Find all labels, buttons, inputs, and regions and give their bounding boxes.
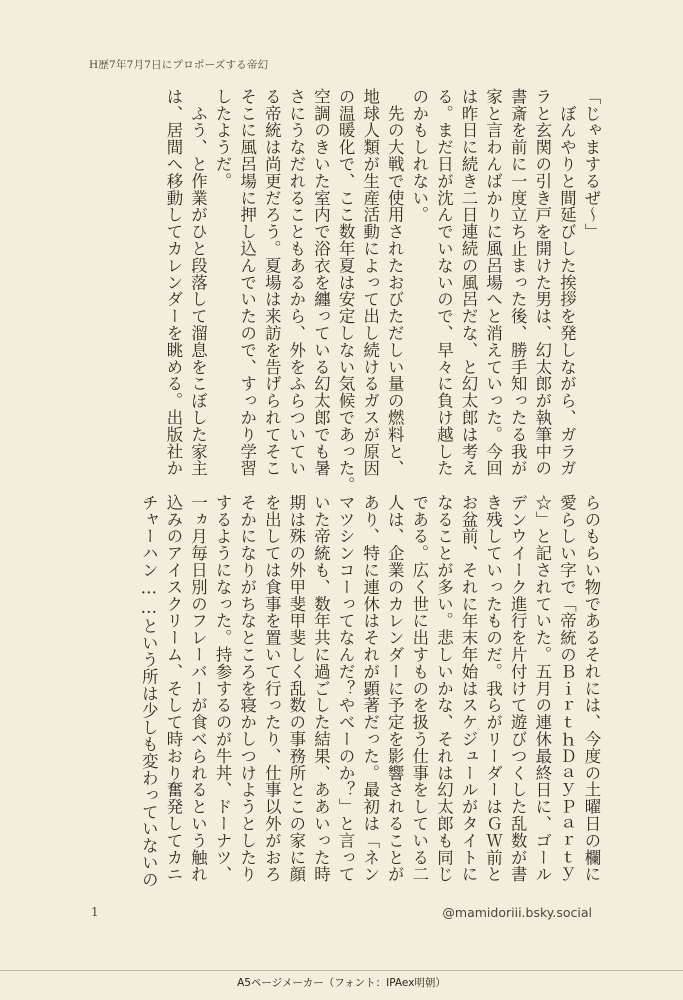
text-line: ☆」と記されていた。五月の連休最終日に、ゴール [532,494,552,883]
text-line: 空調のきいた室内で浴衣を纏っている幻太郎でも暑 [311,88,331,477]
text-line: らのもらい物であるそれには、今度の土曜日の欄に [582,494,601,883]
text-line: 先の大戦で使用されたおびただしい量の燃料と、 [385,88,405,477]
text-line: お盆前、それに年末年始はスケジュールがタイトに [459,494,479,883]
text-line: したようだ。 [213,88,233,190]
text-line: 人は、企業のカレンダーに予定を影響されることが [385,494,405,883]
text-line: そかになりがちなところを寝かしつけようとしたり [237,494,257,883]
text-line: チャーハン……という所は少しも変わっていないの [139,494,159,888]
lower-text-block [136,494,603,888]
text-line: マツシンコーってなんだ？やべーのか？」と言って [336,494,356,883]
text-line: 地球人類が生産活動によって出し続けるガスが原因 [360,88,380,477]
text-line: 込みのアイスクリーム、そして時おり奮発してカニ [163,494,183,883]
text-line: の温暖化で、ここ数年夏は安定しない気候であった。 [336,88,356,494]
text-line: ラと玄関の引き戸を開けた男は、幻太郎が執筆中の [532,88,552,477]
text-line: る。まだ日が沈んでいないので、早々に負け越した [434,88,454,477]
story-title: H歴7年7月7日にプロポーズする帝幻 [89,59,269,71]
text-line: のかもしれない。 [409,88,429,224]
text-line: 期は殊の外甲斐甲斐しく乱数の事務所とこの家に顔 [286,494,306,883]
text-line: は昨日に続き二日連続の風呂だな、と幻太郎は考え [459,88,479,477]
page-number: 1 [91,905,99,919]
text-line: するようになった。持参するのが牛丼、ドーナツ、 [213,494,233,883]
text-line: あり、特に連休はそれが顕著だった。最初は「ネン [360,494,380,883]
text-line: 「じゃまするぜ〜」 [582,88,601,241]
text-line: は、居間へ移動してカレンダーを眺める。出版社か [163,88,183,477]
upper-text-block [160,88,603,494]
text-line: 家と言わんばかりに風呂場へと消えていった。今回 [483,88,503,477]
text-line: ぼんやりと間延びした挨拶を発しながら、ガラガ [557,88,577,477]
text-line: いた帝統も、数年共に過ごした結果、ああいった時 [311,494,331,883]
text-line: デンウイーク進行を片付けて遊びつくした乱数が書 [508,494,528,883]
text-line: である。広く世に出すものを扱う仕事をしている二 [409,494,429,883]
text-line: 一ヵ月毎日別のフレーバーが食べられるという触れ [188,494,208,883]
text-line: 書斎を前に一度立ち止まった後、勝手知ったる我が [508,88,528,477]
text-line: 愛らしい字で「帝統のＢｉｒｔｈＤａｙＰａｒｔｙ [557,494,577,883]
text-line: さにうなだれることもあるから、外をふらついてい [286,88,306,477]
text-line: ふう、と作業がひと段落して溜息をこぼした家主 [188,88,208,477]
text-line: き残していったものだ。我らがリーダーはＧＷ前と [483,494,503,883]
text-line: る帝統は尚更だろう。夏場は来訪を告げられてそこ [262,88,282,477]
text-line: なることが多い。悲しいかな、それは幻太郎も同じ [434,494,454,883]
text-line: そこに風呂場に押し込んでいたので、すっかり学習 [237,88,257,477]
text-line: を出しては食事を置いて行ったり、仕事以外がおろ [262,494,282,883]
generator-caption: A5ページメーカー（フォント：IPAex明朝） [237,977,446,989]
author-handle: @mamidoriii.bsky.social [442,905,592,920]
